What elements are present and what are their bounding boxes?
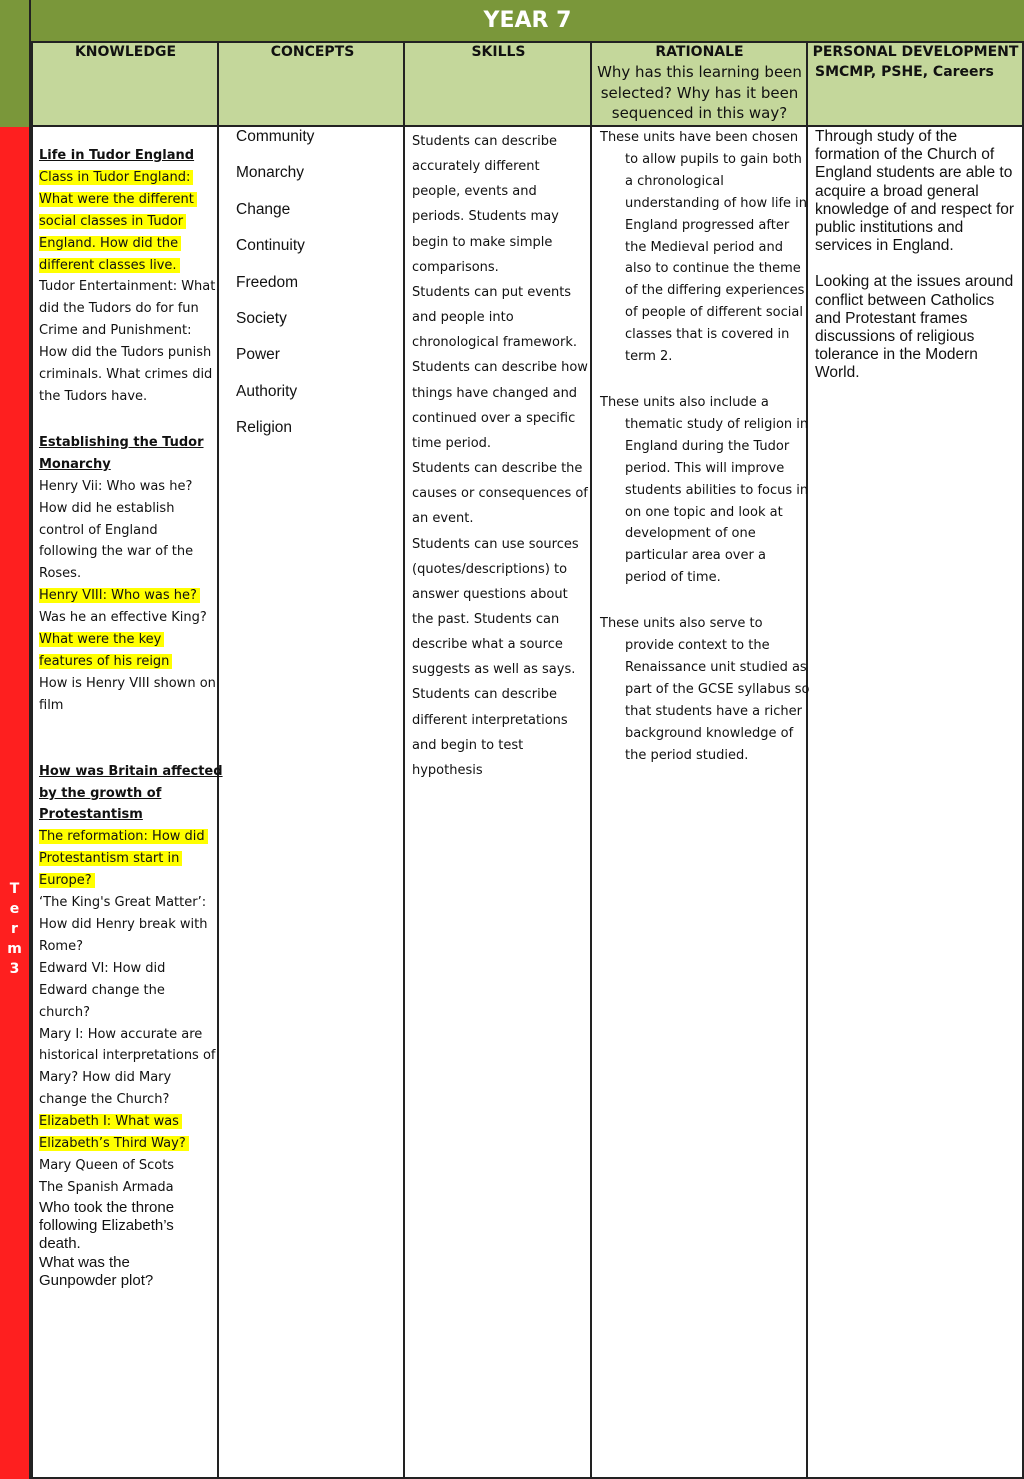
personal-line: World. [815, 364, 860, 382]
skill-line: Students can describe the [412, 461, 583, 477]
personal-line: tolerance in the Modern [815, 346, 978, 364]
rationale-line: provide context to the [625, 638, 770, 654]
topic-line: following Elizabeth’s [39, 1217, 174, 1235]
rationale-line: background knowledge of [625, 725, 794, 741]
concept-item: Authority [236, 382, 298, 400]
concept-item: Community [236, 128, 315, 145]
personal-line: formation of the Church of [815, 146, 995, 164]
topic-line: film [39, 697, 64, 713]
personal-line: and Protestant frames [815, 309, 968, 327]
rationale-line: Renaissance unit studied as [625, 659, 807, 675]
skill-line: suggests as well as says. [412, 662, 576, 678]
topic-line: How did the Tudors punish [39, 345, 212, 361]
rationale-line: These units have been chosen [600, 130, 799, 145]
concept-item: Religion [236, 419, 293, 437]
section-title: by the growth of [39, 785, 162, 801]
topic-line: the Tudors have. [39, 388, 148, 404]
skill-line: Students can describe how [412, 360, 588, 376]
personal-line: conflict between Catholics [815, 291, 995, 309]
header-personal-development: PERSONAL DEVELOPMENT SMCMP, PSHE, Careers [812, 44, 1019, 80]
highlighted-topic: Henry VIII: Who was he? [39, 588, 200, 603]
highlighted-topic: Elizabeth’s Third Way? [39, 1136, 189, 1151]
topic-line: Tudor Entertainment: What [39, 279, 216, 295]
skill-line: an event. [412, 511, 474, 527]
concept-item: Change [236, 200, 291, 218]
header-rationale: RATIONALE Why has this learning been selected? Why has it been sequenced in this way? [597, 44, 802, 122]
rationale-line: period. This will improve [625, 460, 785, 476]
personal-line: Looking at the issues around [815, 273, 1014, 291]
skill-line: periods. Students may [412, 209, 559, 225]
concept-item: Monarchy [236, 164, 305, 182]
column-divider [806, 41, 808, 1479]
rationale-line: development of one [625, 526, 756, 542]
rationale-line: These units also serve to [600, 616, 763, 632]
skill-line: the past. Students can [412, 611, 560, 627]
topic-line: Crime and Punishment: [39, 323, 192, 339]
rationale-line: the period studied. [625, 747, 749, 763]
skill-line: Students can describe [412, 687, 557, 703]
personal-development-column [815, 128, 1020, 383]
highlighted-topic: social classes in Tudor [39, 214, 186, 229]
skill-line: different interpretations [412, 712, 568, 728]
knowledge-column [39, 145, 223, 1290]
concept-item: Society [236, 309, 287, 327]
header-knowledge: KNOWLEDGE [74, 44, 177, 60]
rationale-line: understanding of how life in [625, 195, 808, 211]
skill-line: begin to make simple [412, 234, 553, 250]
section-title: Monarchy [39, 456, 111, 472]
topic-line: How did he establish [39, 500, 175, 516]
topic-line: The Spanish Armada [39, 1179, 174, 1195]
highlighted-topic: different classes live. [39, 258, 180, 273]
topic-line: Mary? How did Mary [39, 1070, 172, 1086]
skill-line: causes or consequences of [412, 486, 588, 502]
skill-line: things have changed and [412, 385, 578, 401]
topic-line: Gunpowder plot? [39, 1271, 154, 1289]
skill-line: and people into [412, 310, 514, 326]
personal-line: knowledge of and respect for [815, 200, 1015, 218]
skills-column [412, 129, 587, 783]
topic-line: How did Henry break with [39, 917, 208, 932]
topic-line: historical interpretations of [39, 1048, 216, 1064]
personal-line: England students are able to [815, 164, 1013, 182]
page-title: YEAR 7 [31, 0, 1024, 41]
rationale-line: thematic study of religion in [625, 416, 809, 432]
highlighted-topic: Protestantism start in [39, 851, 182, 866]
rationale-line: term 2. [625, 349, 673, 365]
rationale-line: a chronological [625, 173, 724, 189]
section-title: How was Britain affected [39, 763, 223, 779]
rationale-line: period of time. [625, 570, 721, 586]
skill-line: people, events and [412, 184, 537, 200]
rationale-line: particular area over a [625, 548, 766, 564]
section-title: Protestantism [39, 807, 143, 823]
section-title: Establishing the Tudor [39, 434, 204, 450]
topic-line: criminals. What crimes did [39, 367, 213, 383]
highlighted-topic: Class in Tudor England: [39, 170, 193, 185]
rationale-line: classes that is covered in [625, 327, 790, 343]
skill-line: describe what a source [412, 637, 563, 653]
topic-line: change the Church? [39, 1092, 170, 1108]
column-divider [590, 41, 592, 1479]
term-strip [0, 127, 31, 1479]
skill-line: and begin to test [412, 737, 524, 753]
highlighted-topic: England. How did the [39, 236, 181, 251]
topic-line: Who took the throne [39, 1198, 175, 1216]
skill-line: Students can describe [412, 134, 557, 149]
personal-line: acquire a broad general [815, 182, 979, 200]
skill-line: Students can put events [412, 284, 572, 300]
highlighted-topic: features of his reign [39, 654, 172, 669]
personal-line: Through study of the [815, 128, 958, 145]
topic-line: ‘The King's Great Matter’: [39, 895, 207, 911]
rationale-line: of the differing experiences [625, 283, 805, 299]
left-header-strip [0, 0, 31, 127]
skill-line: hypothesis [412, 762, 483, 778]
rationale-line: England during the Tudor [625, 438, 790, 454]
column-divider [403, 41, 405, 1479]
highlighted-topic: What were the different [39, 192, 197, 207]
topic-line: did the Tudors do for fun [39, 301, 199, 317]
rationale-column [600, 127, 810, 766]
term-label: T e r m 3 [7, 881, 22, 977]
concept-item: Continuity [236, 237, 305, 255]
rationale-line: part of the GCSE syllabus so [625, 681, 810, 697]
concepts-column [236, 127, 396, 455]
topic-line: control of England [39, 522, 158, 538]
rationale-line: students abilities to focus in [625, 482, 809, 498]
skill-line: comparisons. [412, 259, 499, 275]
topic-line: Roses. [39, 566, 82, 582]
topic-line: Rome? [39, 938, 83, 954]
rationale-line: to allow pupils to gain both [625, 151, 802, 167]
highlighted-topic: Elizabeth I: What was [39, 1114, 182, 1129]
topic-line: Mary I: How accurate are [39, 1026, 203, 1042]
rationale-line: of people of different social [625, 305, 803, 321]
skill-line: time period. [412, 435, 492, 451]
skill-line: answer questions about [412, 586, 568, 602]
rationale-line: on one topic and look at [625, 504, 783, 520]
topic-line: Edward VI: How did [39, 960, 166, 976]
concept-item: Power [236, 346, 280, 364]
header-concepts: CONCEPTS [270, 44, 355, 60]
topic-line: Henry Vii: Who was he? [39, 478, 193, 494]
personal-line: services in England. [815, 237, 954, 255]
column-divider [217, 41, 219, 1479]
skill-line: Students can use sources [412, 536, 579, 552]
header-skills: SKILLS [471, 44, 526, 60]
topic-line: church? [39, 1004, 90, 1020]
rationale-line: also to continue the theme [625, 261, 801, 277]
topic-line: following the war of the [39, 544, 194, 560]
topic-line: What was the [39, 1253, 130, 1271]
rationale-line: that students have a richer [625, 703, 802, 719]
highlighted-topic: The reformation: How did [39, 829, 208, 844]
skill-line: chronological framework. [412, 335, 578, 351]
column-divider [31, 41, 33, 1479]
topic-line: death. [39, 1235, 81, 1253]
rationale-line: England progressed after [625, 217, 790, 233]
personal-line: public institutions and [815, 219, 964, 237]
skill-line: (quotes/descriptions) to [412, 561, 568, 577]
section-title: Life in Tudor England [39, 148, 195, 163]
skill-line: continued over a specific [412, 410, 576, 426]
topic-line: How is Henry VIII shown on [39, 675, 216, 691]
topic-line: Edward change the [39, 982, 165, 998]
highlighted-topic: Europe? [39, 873, 95, 888]
skill-line: accurately different [412, 159, 540, 175]
topic-line: Was he an effective King? [39, 610, 207, 626]
concept-item: Freedom [236, 273, 299, 291]
topic-line: Mary Queen of Scots [39, 1157, 175, 1173]
highlighted-topic: What were the key [39, 632, 164, 647]
personal-line: discussions of religious [815, 328, 975, 346]
rationale-line: the Medieval period and [625, 239, 783, 255]
rationale-line: These units also include a [600, 394, 769, 410]
